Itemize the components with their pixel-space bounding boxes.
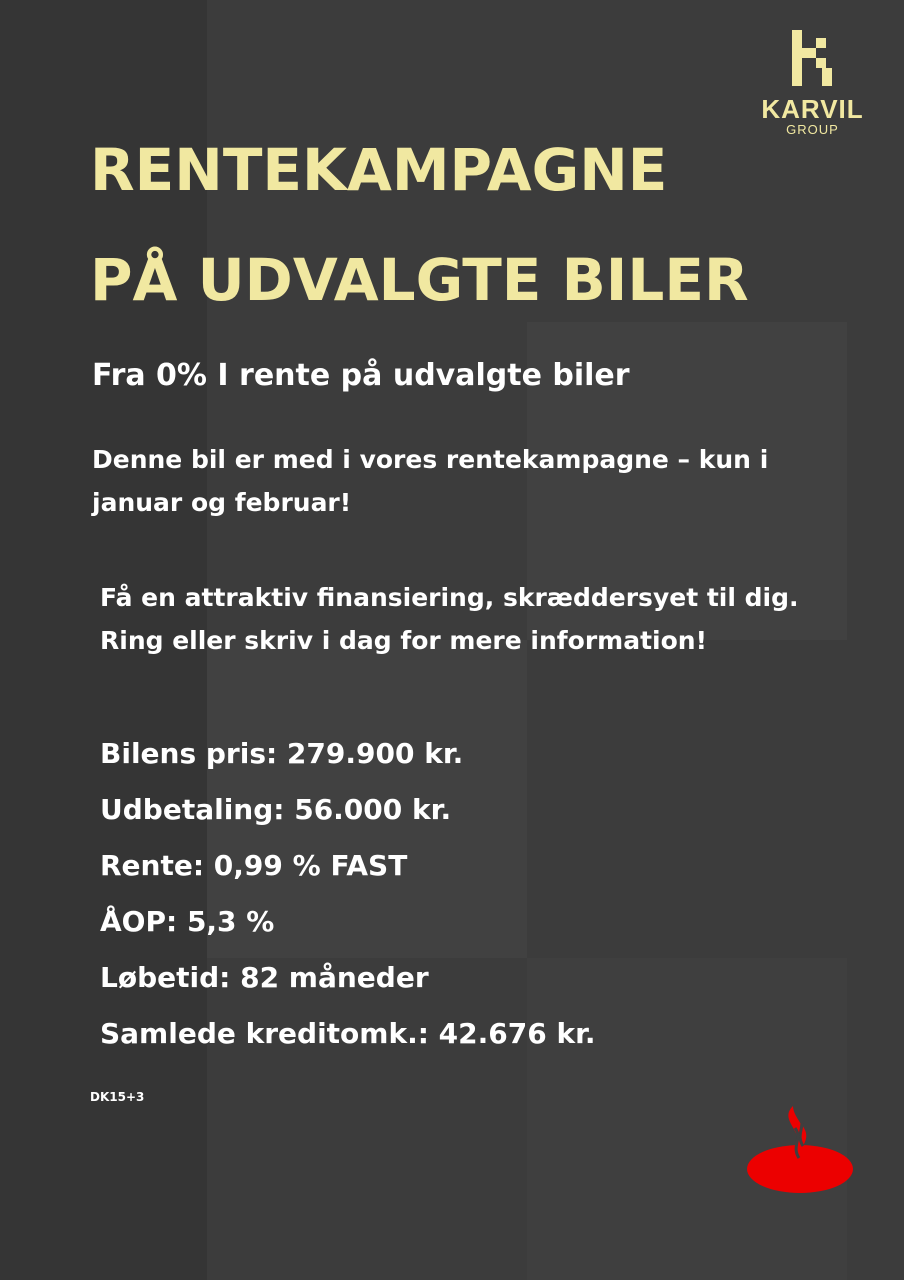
brand-name: KARVIL	[761, 94, 864, 124]
campaign-paragraph	[92, 438, 872, 524]
subtitle: Fra 0% I rente på udvalgte biler	[92, 358, 630, 393]
headline-line-2: PÅ UDVALGTE BILER	[90, 246, 749, 314]
spec-price: Bilens pris: 279.900 kr.	[100, 737, 464, 770]
spec-interest: Rente: 0,99 % FAST	[100, 849, 408, 882]
financing-paragraph	[100, 576, 880, 662]
spec-aop: ÅOP: 5,3 %	[100, 905, 275, 938]
spec-term: Løbetid: 82 måneder	[100, 961, 429, 994]
spec-credit-cost: Samlede kreditomk.: 42.676 kr.	[100, 1017, 596, 1050]
paragraph-line: Denne bil er med i vores rentekampagne – kun i	[92, 445, 769, 474]
reference-code: DK15+3	[90, 1090, 145, 1104]
paragraph-line: januar og februar!	[92, 488, 352, 517]
flame-logo-icon	[747, 1102, 853, 1194]
karvil-logo	[755, 30, 870, 140]
paragraph-line: Få en attraktiv finansiering, skræddersyet til dig.	[100, 583, 799, 612]
brand-sub: GROUP	[786, 122, 839, 137]
karvil-mark-icon	[792, 30, 832, 86]
spec-down-payment: Udbetaling: 56.000 kr.	[100, 793, 452, 826]
spec-list	[100, 732, 596, 1068]
paragraph-line: Ring eller skriv i dag for mere information!	[100, 626, 707, 655]
headline-line-1: RENTEKAMPAGNE	[90, 136, 668, 204]
